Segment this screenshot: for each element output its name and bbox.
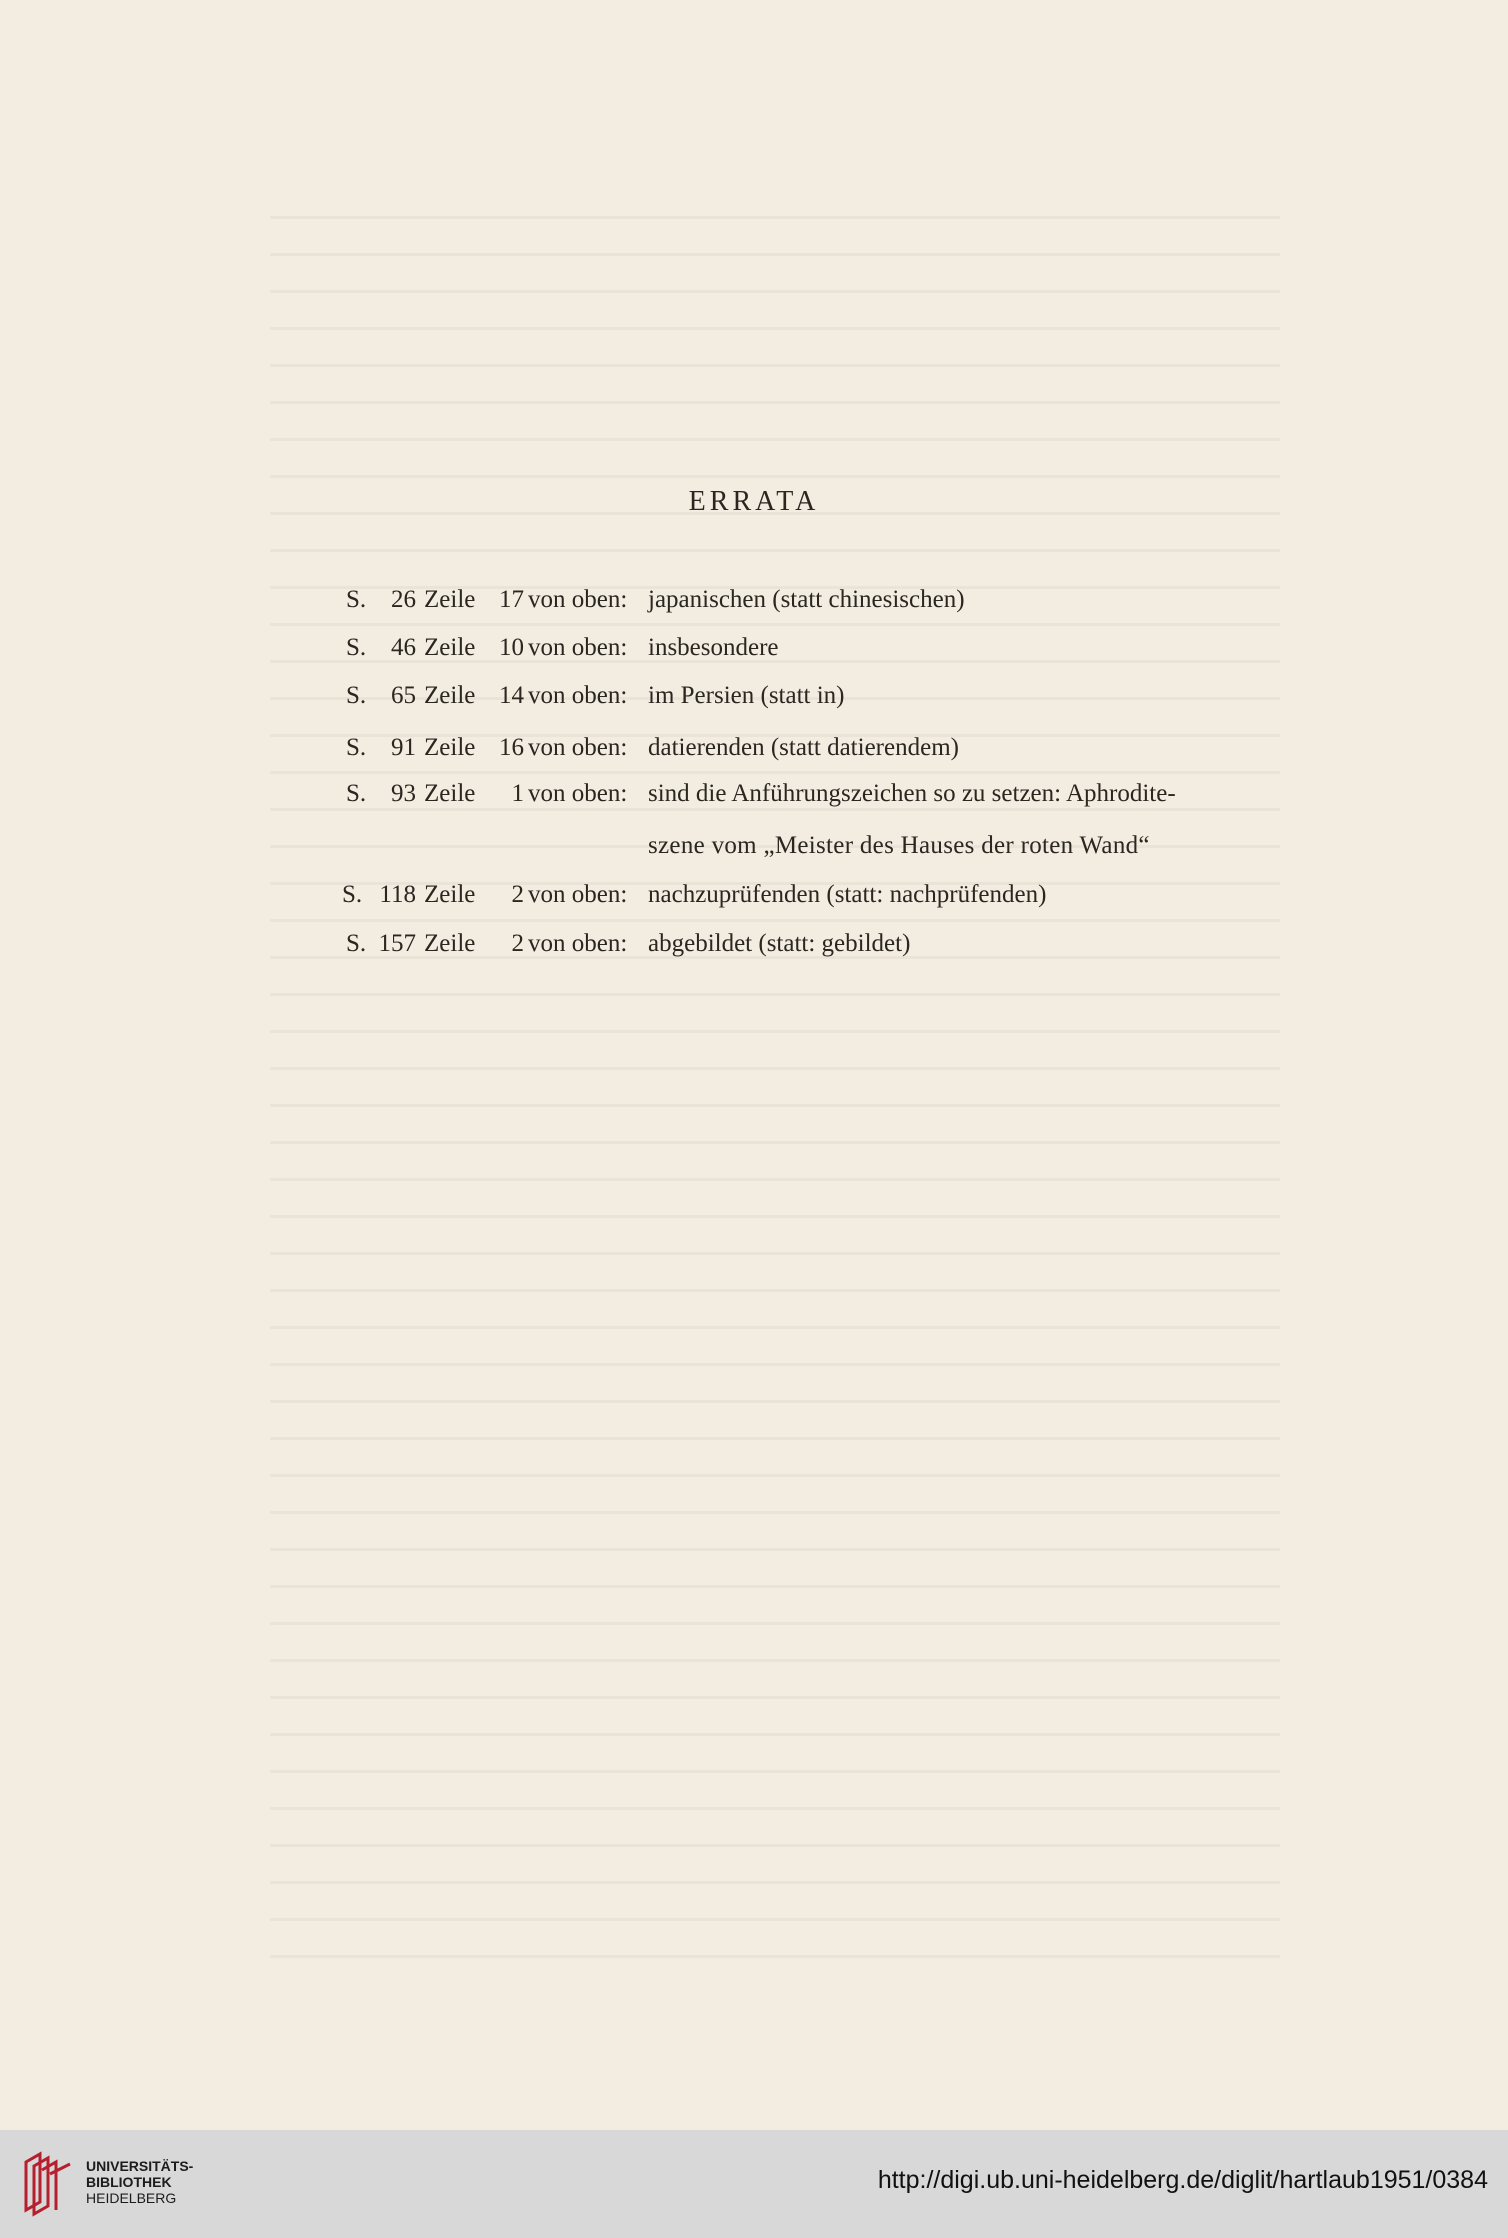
library-name-line: HEIDELBERG xyxy=(86,2190,177,2206)
correction-text: sind die Anführungszeichen so zu setzen: Aphrodite- xyxy=(648,780,1176,807)
von-oben-label: von oben: xyxy=(528,682,628,709)
show-through-texture xyxy=(270,190,1280,1970)
s-label: S. xyxy=(342,881,363,908)
s-label: S. xyxy=(346,780,367,807)
zeile-label: Zeile xyxy=(424,930,476,957)
von-oben-label: von oben: xyxy=(528,780,628,807)
von-oben-label: von oben: xyxy=(528,881,628,908)
page-number: 93 xyxy=(391,780,416,807)
s-label: S. xyxy=(346,586,367,613)
footer-bar xyxy=(0,2130,1508,2238)
correction-text: nachzuprüfenden (statt: nachprüfenden) xyxy=(648,881,1047,908)
zeile-label: Zeile xyxy=(424,682,476,709)
line-number: 16 xyxy=(499,734,524,761)
zeile-label: Zeile xyxy=(424,734,476,761)
correction-text: abgebildet (statt: gebildet) xyxy=(648,930,911,957)
zeile-label: Zeile xyxy=(424,634,476,661)
correction-text: im Persien (statt in) xyxy=(648,682,845,709)
von-oben-label: von oben: xyxy=(528,930,628,957)
line-number: 14 xyxy=(499,682,524,709)
page-number: 118 xyxy=(379,881,416,908)
page-number: 157 xyxy=(378,930,416,957)
s-label: S. xyxy=(346,930,367,957)
von-oben-label: von oben: xyxy=(528,734,628,761)
page-title: ERRATA xyxy=(688,486,820,517)
line-number: 17 xyxy=(499,586,524,613)
library-name-line: BIBLIOTHEK xyxy=(86,2174,172,2190)
correction-text: japanischen (statt chinesischen) xyxy=(648,586,965,613)
correction-text: datierenden (statt datierendem) xyxy=(648,734,959,761)
source-url-link[interactable]: http://digi.ub.uni-heidelberg.de/diglit/hartlaub1951/0384 xyxy=(877,2166,1488,2194)
zeile-label: Zeile xyxy=(424,780,476,807)
university-library-logo-icon xyxy=(20,2148,76,2218)
line-number: 1 xyxy=(511,780,524,807)
zeile-label: Zeile xyxy=(424,586,476,613)
s-label: S. xyxy=(346,734,367,761)
s-label: S. xyxy=(346,634,367,661)
continuation-line: szene vom „Meister des Hauses der roten Wand“ xyxy=(648,832,1150,859)
page-number: 65 xyxy=(391,682,416,709)
library-name-line: UNIVERSITÄTS- xyxy=(86,2158,194,2174)
s-label: S. xyxy=(346,682,367,709)
line-number: 2 xyxy=(511,930,524,957)
page-number: 91 xyxy=(391,734,416,761)
correction-text: insbesondere xyxy=(648,634,779,661)
page-number: 46 xyxy=(391,634,416,661)
zeile-label: Zeile xyxy=(424,881,476,908)
line-number: 10 xyxy=(499,634,524,661)
line-number: 2 xyxy=(511,881,524,908)
von-oben-label: von oben: xyxy=(528,634,628,661)
library-name xyxy=(86,2158,193,2206)
von-oben-label: von oben: xyxy=(528,586,628,613)
page-number: 26 xyxy=(391,586,416,613)
